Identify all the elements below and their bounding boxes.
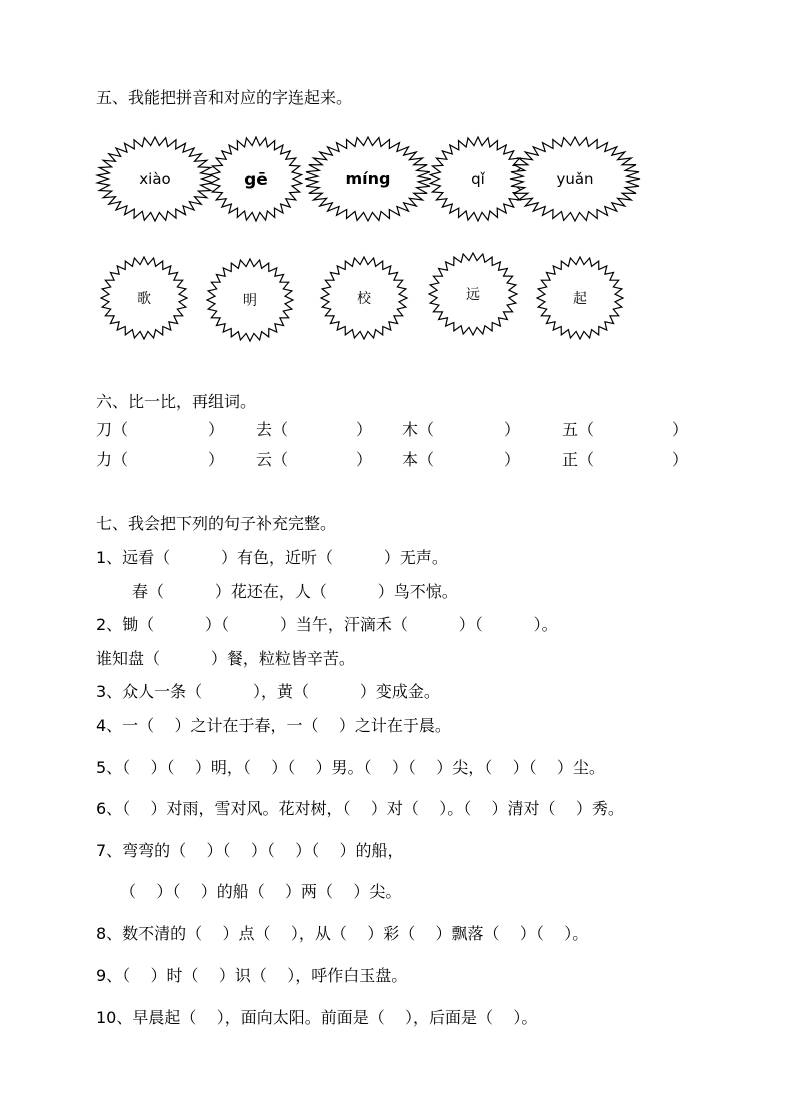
sentence-line-3: 2、锄（ ）（ ）当午，汗滴禾（ ）（ ）。	[96, 615, 558, 634]
pinyin-burst-1[interactable]	[95, 136, 215, 222]
sentence-line-1: 1、远看（ ）有色，近听（ ）无声。	[96, 548, 448, 567]
character-label-5: 起	[573, 291, 587, 307]
pinyin-burst-5[interactable]	[508, 136, 642, 222]
compare-close-4: ）	[672, 420, 689, 439]
character-burst-3[interactable]	[320, 256, 408, 340]
pinyin-label-5: yuǎn	[556, 170, 594, 188]
pinyin-burst-3[interactable]	[303, 136, 433, 222]
compare-close-5: ）	[208, 450, 225, 469]
compare-item-3: 木（	[402, 420, 435, 439]
sentence-line-12: 9、（ ）时（ ）识（ ），呼作白玉盘。	[96, 966, 408, 985]
sentence-line-4: 谁知盘（ ）餐，粒粒皆辛苦。	[96, 649, 355, 668]
character-burst-2[interactable]	[206, 258, 294, 342]
sentence-line-9: 7、弯弯的（ ）（ ）（ ）（ ）的船，	[96, 841, 404, 860]
compare-item-4: 五（	[562, 420, 595, 439]
character-burst-5[interactable]	[536, 256, 624, 340]
pinyin-burst-2[interactable]	[208, 136, 304, 222]
compare-item-2: 去（	[256, 420, 289, 439]
sentence-line-5: 3、众人一条（ ），黄（ ）变成金。	[96, 682, 440, 701]
compare-close-8: ）	[672, 450, 689, 469]
compare-close-7: ）	[504, 450, 521, 469]
sentence-line-6: 4、一（ ）之计在于春，一（ ）之计在于晨。	[96, 716, 451, 735]
section6-title: 六、比一比，再组词。	[96, 392, 257, 411]
character-label-4: 远	[466, 287, 480, 303]
pinyin-label-3: míng	[345, 169, 391, 188]
compare-item-1: 刀（	[96, 420, 129, 439]
pinyin-label-1: xiào	[139, 170, 171, 188]
compare-close-1: ）	[208, 420, 225, 439]
sentence-line-13: 10、早晨起（ ），面向太阳。前面是（ ），后面是（ ）。	[96, 1008, 538, 1027]
sentence-line-10: （ ）（ ）的船（ ）两（ ）尖。	[120, 882, 402, 901]
compare-item-7: 本（	[402, 450, 435, 469]
compare-item-8: 正（	[562, 450, 595, 469]
sentence-line-11: 8、数不清的（ ）点（ ），从（ ）彩（ ）飘落（ ）（ ）。	[96, 924, 589, 943]
character-burst-1[interactable]	[100, 256, 188, 340]
section5-title: 五、我能把拼音和对应的字连起来。	[96, 88, 353, 107]
sentence-line-8: 6、（ ）对雨，雪对风。花对树，（ ）对（ ）。（ ）清对（ ）秀。	[96, 799, 624, 818]
compare-close-2: ）	[356, 420, 373, 439]
compare-item-5: 力（	[96, 450, 129, 469]
compare-item-6: 云（	[256, 450, 289, 469]
sentence-line-7: 5、（ ）（ ）明，（ ）（ ）男。（ ）（ ）尖，（ ）（ ）尘。	[96, 758, 605, 777]
sentence-line-2: 春（ ）花还在，人（ ）鸟不惊。	[132, 582, 458, 601]
section7-title: 七、我会把下列的句子补充完整。	[96, 514, 337, 533]
character-label-1: 歌	[137, 291, 151, 307]
compare-close-6: ）	[356, 450, 373, 469]
character-label-3: 校	[357, 291, 371, 307]
compare-close-3: ）	[504, 420, 521, 439]
character-label-2: 明	[243, 293, 257, 309]
pinyin-label-2: gē	[244, 170, 268, 190]
character-burst-4[interactable]	[428, 252, 518, 336]
pinyin-label-4: qǐ	[471, 170, 485, 188]
